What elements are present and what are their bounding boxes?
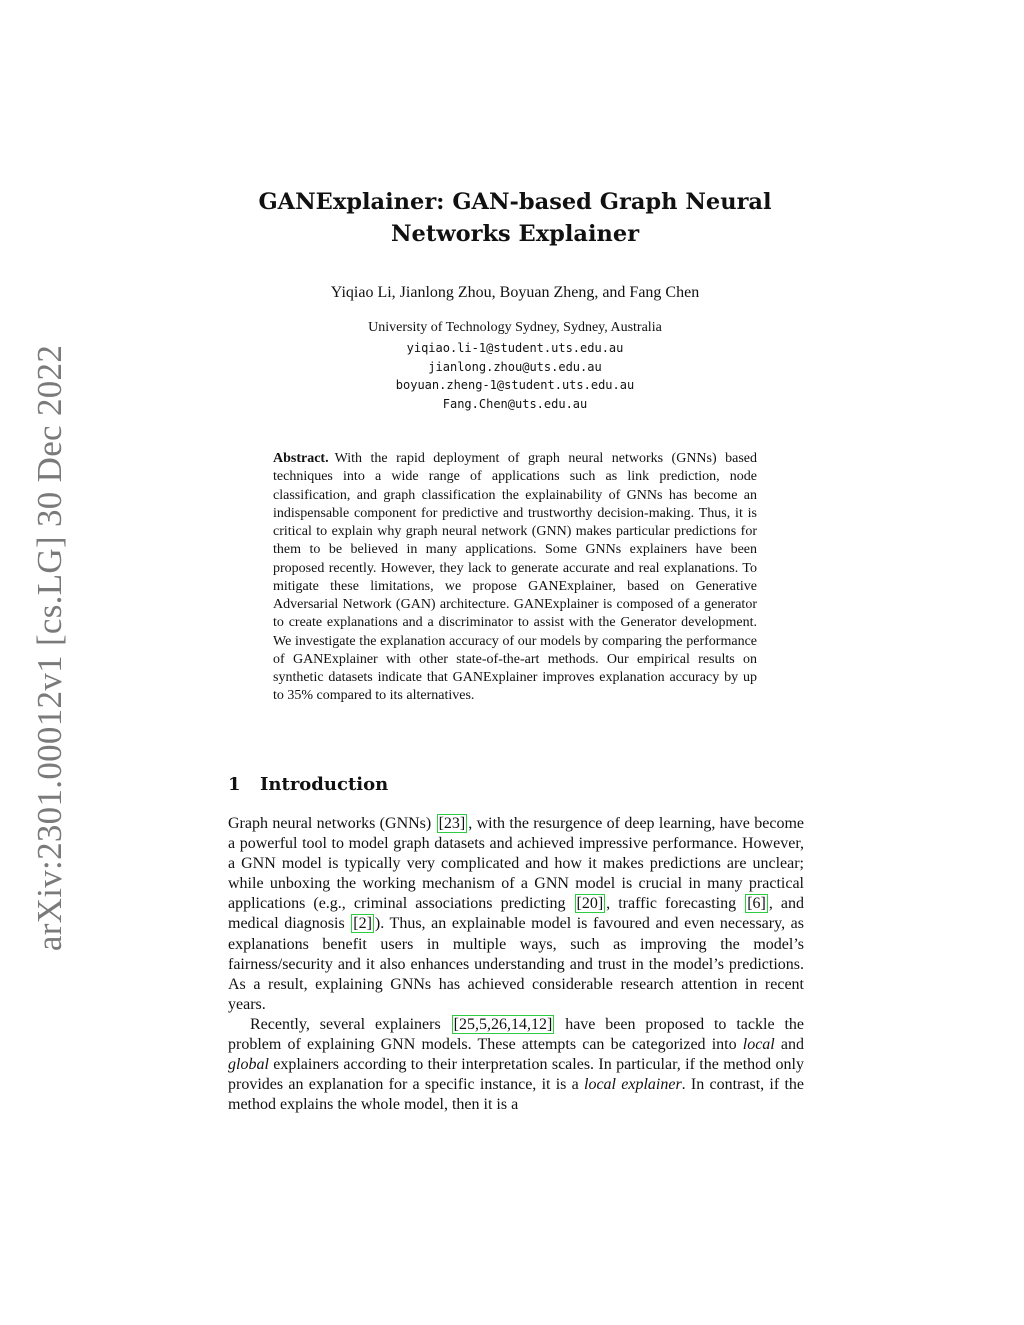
text-run: explainers according to their interpretation scales. In particular, if the method only provides an explanation for a specific instance, it is a <box>228 1056 804 1094</box>
citation-link[interactable]: [23] <box>438 815 466 832</box>
email-address: jianlong.zhou@uts.edu.au <box>428 359 602 374</box>
text-run: ). Thus, an explainable model is favoured and even necessary, as explanations benefit users in multiple ways, such as improving the model’s fairness/security and it also enhances understanding and trust in the model’s predictions. As a result, explaining GNNs has achieved considerable research attention in recent years. <box>228 915 804 1013</box>
citation-link[interactable]: [6] <box>747 895 766 913</box>
text-run: , traffic forecasting <box>606 895 745 913</box>
email-address: Fang.Chen@uts.edu.au <box>442 396 588 411</box>
text-run: and <box>774 1036 804 1054</box>
author-list: Yiqiao Li, Jianlong Zhou, Boyuan Zheng, and Fang Chen <box>330 284 700 301</box>
text-run: have been proposed to tackle the problem of explaining GNN models. These attempts can be categorized into <box>228 1015 805 1054</box>
email-list <box>228 339 802 413</box>
paragraph <box>228 1015 804 1115</box>
affiliation: University of Technology Sydney, Sydney, Australia <box>368 320 662 335</box>
text-run: Graph neural networks (GNNs) <box>228 815 436 832</box>
paragraph <box>228 814 804 1015</box>
section-body <box>228 814 804 1115</box>
arxiv-identifier: arXiv:2301.00012v1 [cs.LG] 30 Dec 2022 <box>30 344 69 952</box>
email-address: yiqiao.li-1@student.uts.edu.au <box>406 341 624 355</box>
text-run: , with the resurgence of deep learning, have become a powerful tool to model graph datasets and achieved impressive performance. However, a GNN model is typically very complicated and how it makes predictions are unclear; while unboxing the working mechanism of a GNN model is crucial in many practical applications (e.g., criminal associations predicting <box>228 815 804 913</box>
citation-link[interactable]: [2] <box>353 915 372 933</box>
emphasis: global <box>228 1056 269 1074</box>
citation-link[interactable]: [25,5,26,14,12] <box>453 1015 553 1033</box>
emphasis: local <box>742 1036 775 1054</box>
section-heading <box>228 772 388 798</box>
abstract <box>273 450 757 706</box>
section-number: 1 <box>228 774 241 795</box>
section-title: Introduction <box>260 774 389 795</box>
emphasis: local explainer <box>584 1076 682 1094</box>
citation-link[interactable]: [20] <box>576 895 604 913</box>
abstract-text: With the rapid deployment of graph neural networks (GNNs) based techniques into a wide range of applications such as link prediction, node classification, and graph classification the explainability of GNNs has become an indispensable component for predictive and trustworthy decision-making. Thus, it is critical to explain why graph neural network (GNN) makes particular predictions for them to be believed in many applications. Some GNNs explainers have been proposed recently. However, they lack to generate accurate and real explanations. To mitigate these limitations, we propose GANExplainer, based on Generative Adversarial Network (GAN) architecture. GANExplainer is composed of a generator to create explanations and a discriminator to assist with the Generator development. We investigate the explanation accuracy of our models by comparing the performance of GANExplainer with other state-of-the-art methods. Our empirical results on synthetic datasets indicate that GANExplainer improves explanation accuracy by up to 35% compared to its alternatives. <box>273 451 757 704</box>
email-address: boyuan.zheng-1@student.uts.edu.au <box>395 378 635 392</box>
text-run: . In contrast, if the method explains the whole model, then it is a <box>228 1076 804 1114</box>
text-run: Recently, several explainers <box>250 1015 451 1033</box>
abstract-label: Abstract. <box>273 451 329 466</box>
text-run: , and medical diagnosis <box>228 895 804 933</box>
paper-title: GANExplainer: GAN-based Graph Neural Networks Explainer <box>258 189 772 247</box>
